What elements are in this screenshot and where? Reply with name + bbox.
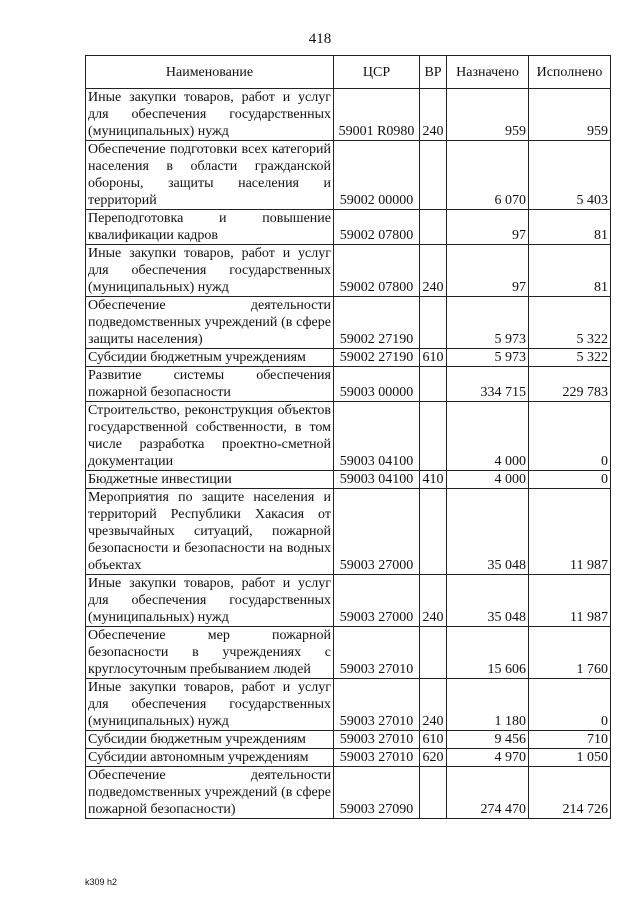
cell-assigned: 6 070 <box>447 141 529 210</box>
cell-executed: 11 987 <box>529 489 611 575</box>
cell-assigned: 4 970 <box>447 749 529 767</box>
cell-csr: 59003 27010 <box>334 749 420 767</box>
table-row <box>86 141 611 210</box>
cell-vr: 240 <box>420 245 447 297</box>
cell-name: Бюджетные инвестиции <box>86 471 334 489</box>
cell-vr <box>420 402 447 471</box>
cell-assigned: 5 973 <box>447 349 529 367</box>
cell-csr: 59003 27010 <box>334 679 420 731</box>
cell-vr <box>420 141 447 210</box>
cell-executed: 1 050 <box>529 749 611 767</box>
cell-assigned: 9 456 <box>447 731 529 749</box>
cell-csr: 59001 R0980 <box>334 89 420 141</box>
cell-assigned: 334 715 <box>447 367 529 402</box>
cell-vr: 240 <box>420 575 447 627</box>
cell-executed: 959 <box>529 89 611 141</box>
cell-name: Иные закупки товаров, работ и услуг для обеспечения государственных (муниципальных) нужд <box>86 245 334 297</box>
cell-csr: 59003 27010 <box>334 627 420 679</box>
cell-assigned: 4 000 <box>447 471 529 489</box>
table-row <box>86 210 611 245</box>
cell-assigned: 1 180 <box>447 679 529 731</box>
cell-vr: 240 <box>420 679 447 731</box>
cell-name: Обеспечение мер пожарной безопасности в учреждениях с круглосуточным пребыванием людей <box>86 627 334 679</box>
table-row <box>86 767 611 819</box>
cell-vr: 410 <box>420 471 447 489</box>
cell-executed: 81 <box>529 210 611 245</box>
cell-vr <box>420 767 447 819</box>
table-row <box>86 402 611 471</box>
cell-csr: 59003 27000 <box>334 575 420 627</box>
cell-assigned: 97 <box>447 210 529 245</box>
table-row <box>86 245 611 297</box>
cell-executed: 214 726 <box>529 767 611 819</box>
cell-assigned: 274 470 <box>447 767 529 819</box>
table-row <box>86 367 611 402</box>
cell-csr: 59002 07800 <box>334 245 420 297</box>
cell-csr: 59003 04100 <box>334 471 420 489</box>
header-vr: ВР <box>420 56 447 89</box>
cell-name: Строительство, реконструкция объектов государственной собственности, в том числе разработка проектно-сметной документации <box>86 402 334 471</box>
cell-csr: 59003 04100 <box>334 402 420 471</box>
cell-csr: 59002 00000 <box>334 141 420 210</box>
cell-assigned: 5 973 <box>447 297 529 349</box>
cell-executed: 0 <box>529 679 611 731</box>
cell-csr: 59003 27010 <box>334 731 420 749</box>
table-row <box>86 575 611 627</box>
cell-executed: 0 <box>529 471 611 489</box>
cell-executed: 229 783 <box>529 367 611 402</box>
cell-csr: 59003 27000 <box>334 489 420 575</box>
cell-executed: 5 322 <box>529 349 611 367</box>
table-row <box>86 89 611 141</box>
cell-assigned: 15 606 <box>447 627 529 679</box>
cell-vr <box>420 297 447 349</box>
cell-assigned: 959 <box>447 89 529 141</box>
cell-name: Иные закупки товаров, работ и услуг для обеспечения государственных (муниципальных) нужд <box>86 575 334 627</box>
cell-executed: 81 <box>529 245 611 297</box>
cell-executed: 1 760 <box>529 627 611 679</box>
header-csr: ЦСР <box>334 56 420 89</box>
table-header-row <box>86 56 611 89</box>
cell-assigned: 35 048 <box>447 489 529 575</box>
cell-executed: 5 403 <box>529 141 611 210</box>
cell-vr <box>420 210 447 245</box>
cell-name: Мероприятия по защите населения и территорий Республики Хакасия от чрезвычайных ситуаций, пожарной безопасности и безопасности на водных объектах <box>86 489 334 575</box>
cell-executed: 0 <box>529 402 611 471</box>
table-row <box>86 471 611 489</box>
cell-csr: 59002 27190 <box>334 349 420 367</box>
table-row <box>86 749 611 767</box>
table-row <box>86 627 611 679</box>
cell-name: Переподготовка и повышение квалификации кадров <box>86 210 334 245</box>
page-number: 418 <box>308 31 332 47</box>
cell-name: Иные закупки товаров, работ и услуг для обеспечения государственных (муниципальных) нужд <box>86 679 334 731</box>
cell-vr: 610 <box>420 731 447 749</box>
table-row <box>86 489 611 575</box>
cell-csr: 59003 00000 <box>334 367 420 402</box>
cell-assigned: 4 000 <box>447 402 529 471</box>
table-row <box>86 679 611 731</box>
document-code: k309 h2 <box>85 877 118 887</box>
cell-name: Обеспечение деятельности подведомственных учреждений (в сфере пожарной безопасности) <box>86 767 334 819</box>
table-row <box>86 349 611 367</box>
table-row <box>86 297 611 349</box>
cell-name: Субсидии автономным учреждениям <box>86 749 334 767</box>
cell-name: Обеспечение подготовки всех категорий населения в области гражданской обороны, защиты населения и территорий <box>86 141 334 210</box>
cell-csr: 59002 07800 <box>334 210 420 245</box>
cell-name: Субсидии бюджетным учреждениям <box>86 731 334 749</box>
budget-table <box>85 55 611 819</box>
cell-assigned: 97 <box>447 245 529 297</box>
cell-vr <box>420 627 447 679</box>
cell-vr: 240 <box>420 89 447 141</box>
header-executed: Исполнено <box>529 56 611 89</box>
cell-vr: 620 <box>420 749 447 767</box>
cell-name: Развитие системы обеспечения пожарной безопасности <box>86 367 334 402</box>
cell-vr <box>420 489 447 575</box>
cell-name: Иные закупки товаров, работ и услуг для обеспечения государственных (муниципальных) нужд <box>86 89 334 141</box>
cell-name: Субсидии бюджетным учреждениям <box>86 349 334 367</box>
cell-csr: 59003 27090 <box>334 767 420 819</box>
header-name: Наименование <box>86 56 334 89</box>
cell-assigned: 35 048 <box>447 575 529 627</box>
cell-name: Обеспечение деятельности подведомственных учреждений (в сфере защиты населения) <box>86 297 334 349</box>
cell-executed: 11 987 <box>529 575 611 627</box>
cell-csr: 59002 27190 <box>334 297 420 349</box>
cell-executed: 710 <box>529 731 611 749</box>
table-row <box>86 731 611 749</box>
header-assigned: Назначено <box>447 56 529 89</box>
cell-vr <box>420 367 447 402</box>
cell-vr: 610 <box>420 349 447 367</box>
cell-executed: 5 322 <box>529 297 611 349</box>
